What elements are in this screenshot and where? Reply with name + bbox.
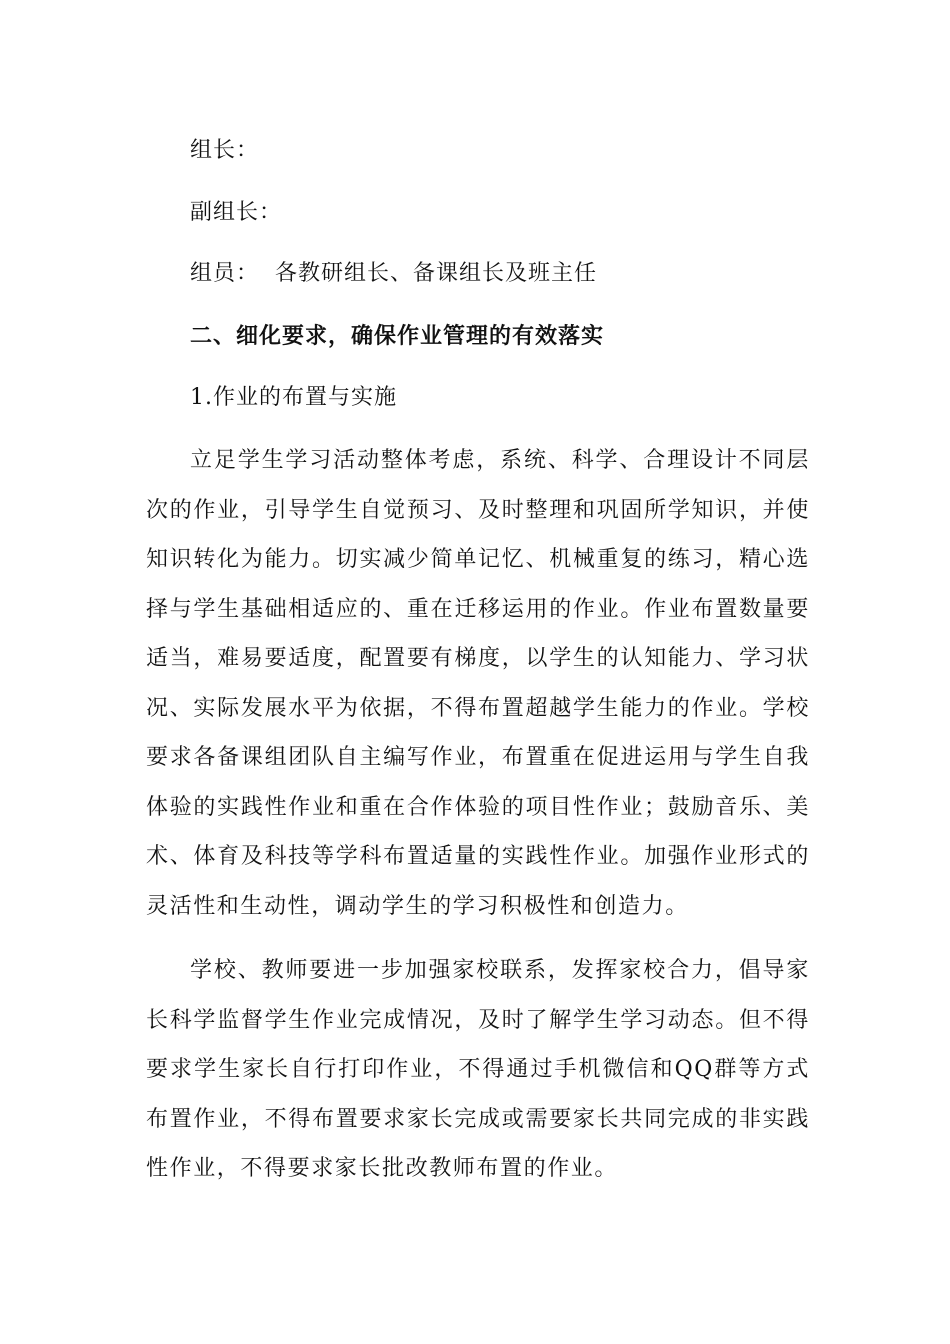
section-heading: 二、细化要求，确保作业管理的有效落实 (190, 323, 605, 349)
paragraph-2: 学校、教师要进一步加强家校联系，发挥家校合力，倡导家长科学监督学生作业完成情况，及时了解学生学习动态。但不得要求学生家长自行打印作业，不得通过手机微信和QQ群等方式布置作业，不得布置要求家长完成或需要家长共同完成的非实践性作业，不得要求家长批改教师布置的作业。 (146, 958, 810, 1181)
paragraph-1: 立足学生学习活动整体考虑，系统、科学、合理设计不同层次的作业，引导学生自觉预习、及时整理和巩固所学知识，并使知识转化为能力。切实减少简单记忆、机械重复的练习，精心选择与学生基础相适应的、重在迁移运用的作业。作业布置数量要适当，难易要适度，配置要有梯度，以学生的认知能力、学习状况、实际发展水平为依据，不得布置超越学生能力的作业。学校要求各备课组团队自主编写作业，布置重在促进运用与学生自我体验的实践性作业和重在合作体验的项目性作业；鼓励音乐、美术、体育及科技等学科布置适量的实践性作业。加强作业形式的灵活性和生动性，调动学生的学习积极性和创造力。 (146, 448, 810, 919)
members-line: 组员： 各教研组长、备课组长及班主任 (190, 261, 597, 286)
section-subheading: 1.作业的布置与实施 (190, 385, 397, 410)
leader-line: 组长： (190, 138, 260, 163)
deputy-leader-line: 副组长： (190, 200, 283, 225)
